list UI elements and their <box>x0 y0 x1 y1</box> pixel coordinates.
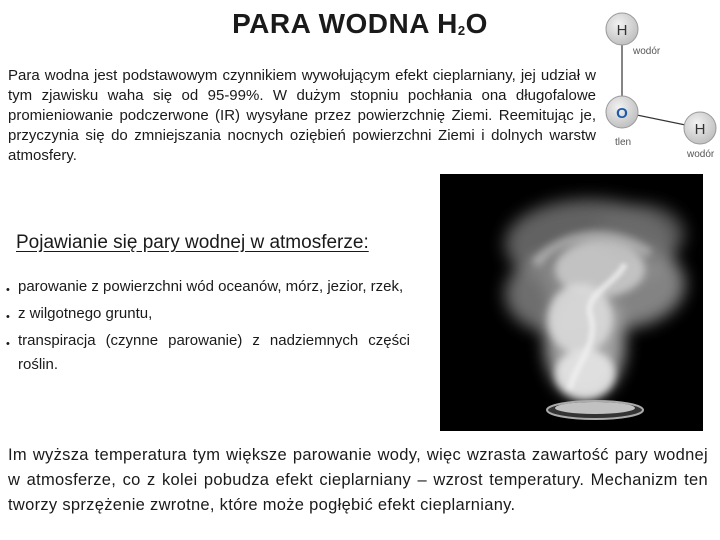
section-heading: Pojawianie się pary wodnej w atmosferze: <box>16 232 369 253</box>
list-item <box>6 275 410 302</box>
conclusion-paragraph: Im wyższa temperatura tym większe parowanie wody, więc wzrasta zawartość pary wodnej w atmosferze, co z kolei pobudza efekt cieplarniany – wzrost temperatury. Mechanizm ten tworzy sprzężenie zwrotne, które może pogłębić efekt cieplarniany. <box>8 446 708 514</box>
title-main: PARA WODNA H <box>232 8 458 39</box>
intro-paragraph: Para wodna jest podstawowym czynnikiem wywołującym efekt cieplarniany, jej udział w tym zjawisku waha się od 95-99%. W dużym stopniu pochłania ona długofalowe promieniowanie podczerwone (IR) wysyłane przez powierzchnię Ziemi. Reemitując je, przyczynia się do zmniejszania nocnych oziębień powierzchni Ziemi i dolnych warstw atmosfery. <box>8 67 596 164</box>
steam-photo <box>440 174 703 431</box>
title-subscript: 2 <box>457 23 466 38</box>
bullet-icon: • <box>6 338 10 350</box>
bullet-list <box>6 275 410 377</box>
hydrogen-atom-top <box>606 13 661 57</box>
h-top-symbol: H <box>616 22 628 39</box>
bullet-icon: • <box>6 311 10 323</box>
list-item-text: transpiracja (czynne parowanie) z nadziemnych części roślin. <box>18 332 410 373</box>
bullet-icon: • <box>6 284 10 296</box>
list-item-text: parowanie z powierzchni wód oceanów, mórz, jezior, rzek, <box>18 278 404 295</box>
page-title <box>150 8 570 40</box>
h-top-label: wodór <box>633 46 661 57</box>
o-label: tlen <box>615 137 632 148</box>
h-right-symbol: H <box>694 121 706 138</box>
h-right-label: wodór <box>687 149 715 160</box>
o-symbol: O <box>616 105 628 122</box>
list-item-text: z wilgotnego gruntu, <box>18 305 153 322</box>
title-end: O <box>465 8 488 39</box>
oxygen-atom <box>606 96 638 148</box>
hydrogen-atom-right <box>684 112 716 160</box>
list-item <box>6 329 410 377</box>
list-item <box>6 302 410 329</box>
water-molecule-diagram <box>595 2 720 164</box>
